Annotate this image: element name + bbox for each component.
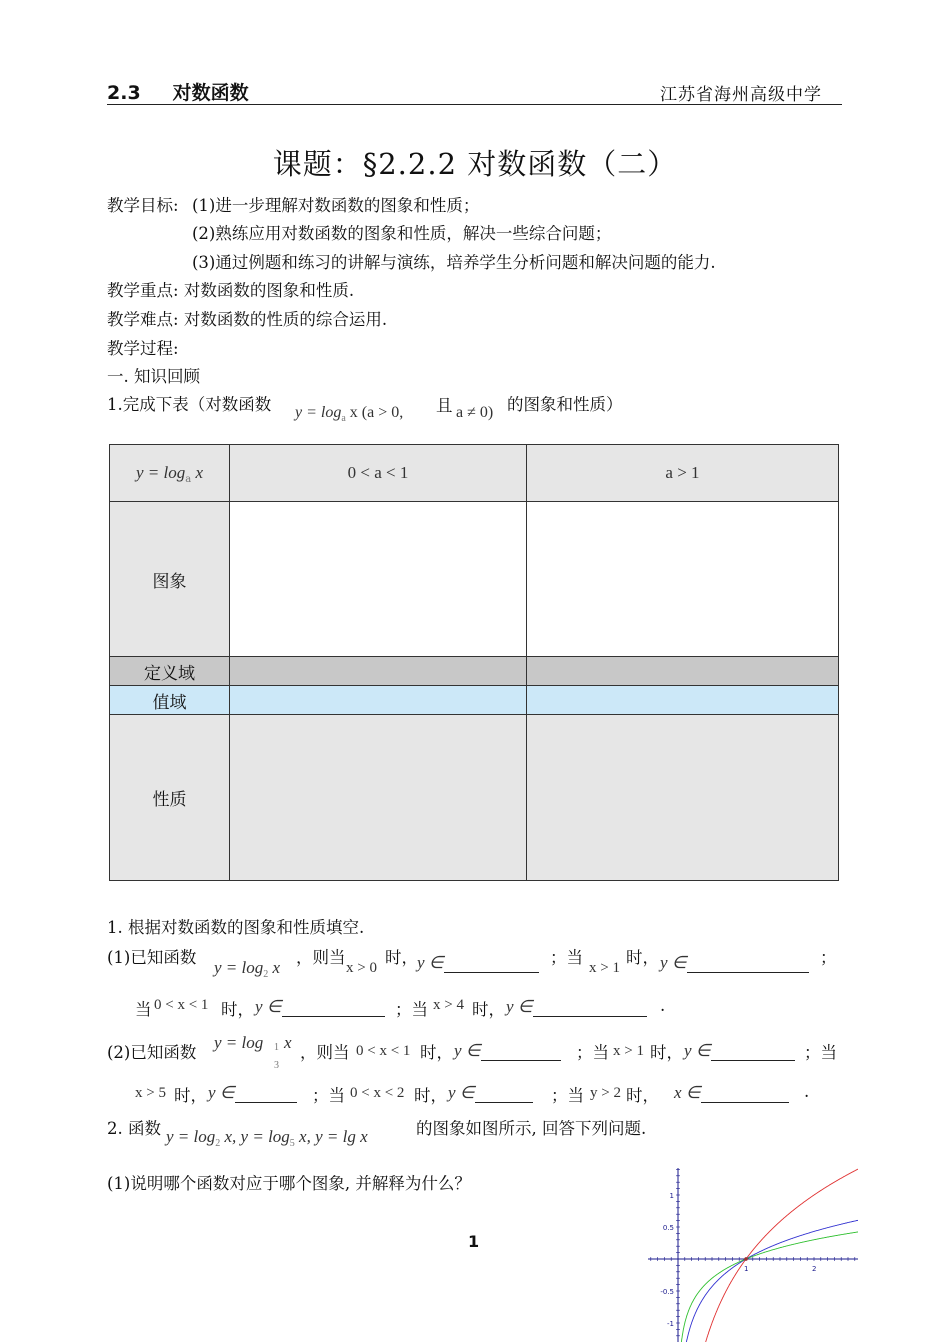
q1p2-sub-num: 1 — [274, 1042, 279, 1053]
page-title: 课题：§2.2.2 对数函数（二） — [272, 147, 678, 181]
q1p1-blank1[interactable] — [417, 953, 539, 973]
objectives-label: 教学目标: — [107, 196, 179, 215]
row-label-graph: 图象 — [110, 502, 230, 657]
q1p1-blank4[interactable] — [506, 997, 647, 1017]
q1p2-cond3: x > 5 — [135, 1085, 166, 1101]
q1p1-yin3: y ∈ — [255, 997, 282, 1016]
difficulty — [107, 306, 387, 330]
q1p1-cond3: 0 < x < 1 — [154, 997, 209, 1013]
page-number: 1 — [468, 1232, 480, 1251]
q1p2-j: ；当 — [551, 1086, 584, 1105]
y-tick-label: -1 — [667, 1320, 674, 1328]
q1p1-f: ； — [820, 948, 837, 967]
y-tick-label: 0.5 — [662, 1224, 674, 1232]
blank-field[interactable] — [687, 956, 809, 973]
q2-sub1: (1)说明哪个函数对应于哪个图象, 并解释为什么？ — [107, 1174, 471, 1193]
log-function-table — [109, 444, 839, 881]
key-point-text: 对数函数的图象和性质. — [183, 281, 355, 300]
q1p2-g: 时， — [174, 1086, 207, 1105]
q1p1-cond4: x > 4 — [433, 997, 464, 1013]
q1p1-line2-b: 时， — [221, 1000, 254, 1019]
objective-2: (2)熟练应用对数函数的图象和性质，解决一些综合问题； — [192, 224, 612, 243]
q1p2-func — [214, 1033, 263, 1053]
cell-range-col1[interactable] — [230, 686, 527, 715]
table-head-func-sub: a — [185, 474, 192, 485]
section-one-heading: 一. 知识回顾 — [107, 367, 200, 386]
q2-f1: y = log — [166, 1127, 216, 1146]
row-label-properties: 性质 — [110, 715, 230, 881]
q1p2-blank4[interactable] — [448, 1083, 533, 1103]
q1p2-yin4: y ∈ — [448, 1083, 475, 1102]
q1p2-blank3[interactable] — [208, 1083, 297, 1103]
difficulty-text: 对数函数的性质的综合运用. — [183, 310, 388, 329]
q1p1-blank3[interactable] — [255, 997, 385, 1017]
q1p1-b: ，则当 — [296, 948, 346, 967]
q2-prefix: 2. 函数 — [107, 1119, 161, 1138]
header-section — [107, 78, 249, 105]
task1-formula — [295, 404, 403, 422]
q1p2-yin3: y ∈ — [208, 1083, 235, 1102]
q1p2-cond5: y > 2 — [590, 1085, 621, 1101]
section-number: 2.3 — [107, 82, 141, 104]
row-label-domain: 定义域 — [110, 657, 230, 686]
task1-suffix: 的图象和性质） — [507, 395, 623, 414]
q2-f1-sub: 2 — [215, 1138, 221, 1149]
blank-field[interactable] — [701, 1086, 789, 1103]
curve-y-lg-x — [681, 1231, 858, 1342]
q1p2-func-main: y = log — [214, 1033, 264, 1052]
process-label: 教学过程: — [107, 339, 179, 358]
chart-curves — [681, 1168, 858, 1342]
q1p2-a: (2)已知函数 — [107, 1043, 197, 1062]
table-row-range — [110, 686, 839, 715]
y-tick-label: 1 — [669, 1192, 674, 1200]
q1-intro: 1. 根据对数函数的图象和性质填空. — [107, 918, 365, 937]
q1p1-yin4: y ∈ — [506, 997, 533, 1016]
q1p2-cond2: x > 1 — [613, 1043, 644, 1059]
task1-formula-tail: x (a > 0, — [345, 404, 404, 421]
q1p1-d: ；当 — [550, 948, 583, 967]
q1p1-func-tail: x — [268, 958, 281, 977]
q1p1-e: 时， — [626, 948, 659, 967]
q1p2-yin1: y ∈ — [454, 1041, 481, 1060]
q1p2-end: . — [804, 1082, 810, 1101]
blank-field[interactable] — [481, 1044, 561, 1061]
curve-y-log2-x — [705, 1168, 859, 1342]
x-tick-label: 1 — [744, 1265, 749, 1273]
chart-ticks — [651, 1169, 855, 1335]
blank-field[interactable] — [444, 956, 539, 973]
key-point-label: 教学重点: — [107, 281, 179, 300]
cell-properties-col2[interactable] — [527, 715, 839, 881]
q1p2-blank2[interactable] — [684, 1041, 795, 1061]
task1-prefix: 1.完成下表（对数函数 — [107, 395, 272, 414]
section-title: 对数函数 — [172, 82, 249, 104]
blank-field[interactable] — [282, 1000, 385, 1017]
q1p1-line2-c: ；当 — [395, 1000, 428, 1019]
row-label-range: 值域 — [110, 686, 230, 715]
q1p2-b: ，则当 — [300, 1043, 350, 1062]
intersection-point — [744, 1257, 748, 1261]
q2-functions — [166, 1127, 368, 1147]
q1p2-blank5[interactable] — [674, 1083, 789, 1103]
q1p2-func-tail: x — [284, 1033, 292, 1052]
blank-field[interactable] — [235, 1086, 297, 1103]
q1p2-k: 时， — [626, 1086, 659, 1105]
q1p1-yin2: y ∈ — [660, 953, 687, 972]
table-header-row — [110, 445, 839, 502]
q1p1-yin1: y ∈ — [417, 953, 444, 972]
blank-field[interactable] — [533, 1000, 647, 1017]
q1p1-func-sub: 2 — [263, 969, 269, 980]
blank-field[interactable] — [711, 1044, 795, 1061]
log-graph-chart — [648, 1168, 858, 1342]
q2-f2-sub: 5 — [289, 1138, 295, 1149]
table-head-col1: 0 < a < 1 — [230, 445, 527, 502]
cell-domain-col1[interactable] — [230, 657, 527, 686]
y-tick-label: -0.5 — [660, 1288, 674, 1296]
q1p2-cond4: 0 < x < 2 — [350, 1085, 405, 1101]
header-rule — [107, 104, 842, 105]
cell-graph-col1[interactable] — [230, 502, 527, 657]
q1p1-blank2[interactable] — [660, 953, 809, 973]
difficulty-label: 教学难点: — [107, 310, 179, 329]
cell-graph-col2[interactable] — [527, 502, 839, 657]
task1-qie: 且 — [436, 396, 453, 415]
key-point — [107, 277, 354, 301]
q1p2-h: ；当 — [312, 1086, 345, 1105]
q1p1-func — [214, 958, 280, 978]
table-head-func-tail: x — [191, 463, 203, 482]
objective-3: (3)通过例题和练习的讲解与演练，培养学生分析问题和解决问题的能力. — [192, 253, 716, 272]
q1p2-cond1: 0 < x < 1 — [356, 1043, 411, 1059]
table-row-properties — [110, 715, 839, 881]
q1p1-cond1: x > 0 — [346, 960, 377, 976]
q1p2-c: 时， — [420, 1043, 453, 1062]
q1p2-f: ；当 — [804, 1043, 837, 1062]
x-tick-label: 2 — [812, 1265, 817, 1273]
task1-formula-sub: a — [341, 413, 346, 424]
q1p1-a: (1)已知函数 — [107, 948, 197, 967]
table-row-domain — [110, 657, 839, 686]
q1p1-line2-a: 当 — [135, 1000, 152, 1019]
q1p1-cond2: x > 1 — [589, 960, 620, 976]
table-head-col2: a > 1 — [527, 445, 839, 502]
q2-f3: x, y = lg x — [294, 1127, 368, 1146]
task1-formula-main: y = log — [295, 404, 342, 421]
q2-suffix: 的图象如图所示, 回答下列问题. — [416, 1119, 647, 1138]
cell-properties-col1[interactable] — [230, 715, 527, 881]
table-row-graph — [110, 502, 839, 657]
q1p2-xin: x ∈ — [674, 1083, 701, 1102]
table-head-func — [110, 445, 230, 502]
objective-1: (1)进一步理解对数函数的图象和性质； — [192, 196, 480, 215]
blank-field[interactable] — [475, 1086, 533, 1103]
task1-cond: a ≠ 0) — [456, 404, 494, 421]
q1p2-e: 时， — [650, 1043, 683, 1062]
q1p2-i: 时， — [414, 1086, 447, 1105]
table-head-func-main: y = log — [135, 463, 186, 482]
cell-range-col2[interactable] — [527, 686, 839, 715]
q1p1-c: 时， — [385, 948, 418, 967]
q1p2-d: ；当 — [576, 1043, 609, 1062]
q1p2-sub-den: 3 — [274, 1060, 279, 1071]
q1p1-func-main: y = log — [214, 958, 264, 977]
q1p2-yin2: y ∈ — [684, 1041, 711, 1060]
q1p1-end: . — [660, 996, 666, 1015]
cell-domain-col2[interactable] — [527, 657, 839, 686]
q1p1-line2-d: 时， — [472, 1000, 505, 1019]
school-name: 江苏省海州高级中学 — [660, 85, 822, 105]
q2-f2: x, y = log — [220, 1127, 290, 1146]
q1p2-blank1[interactable] — [454, 1041, 561, 1061]
